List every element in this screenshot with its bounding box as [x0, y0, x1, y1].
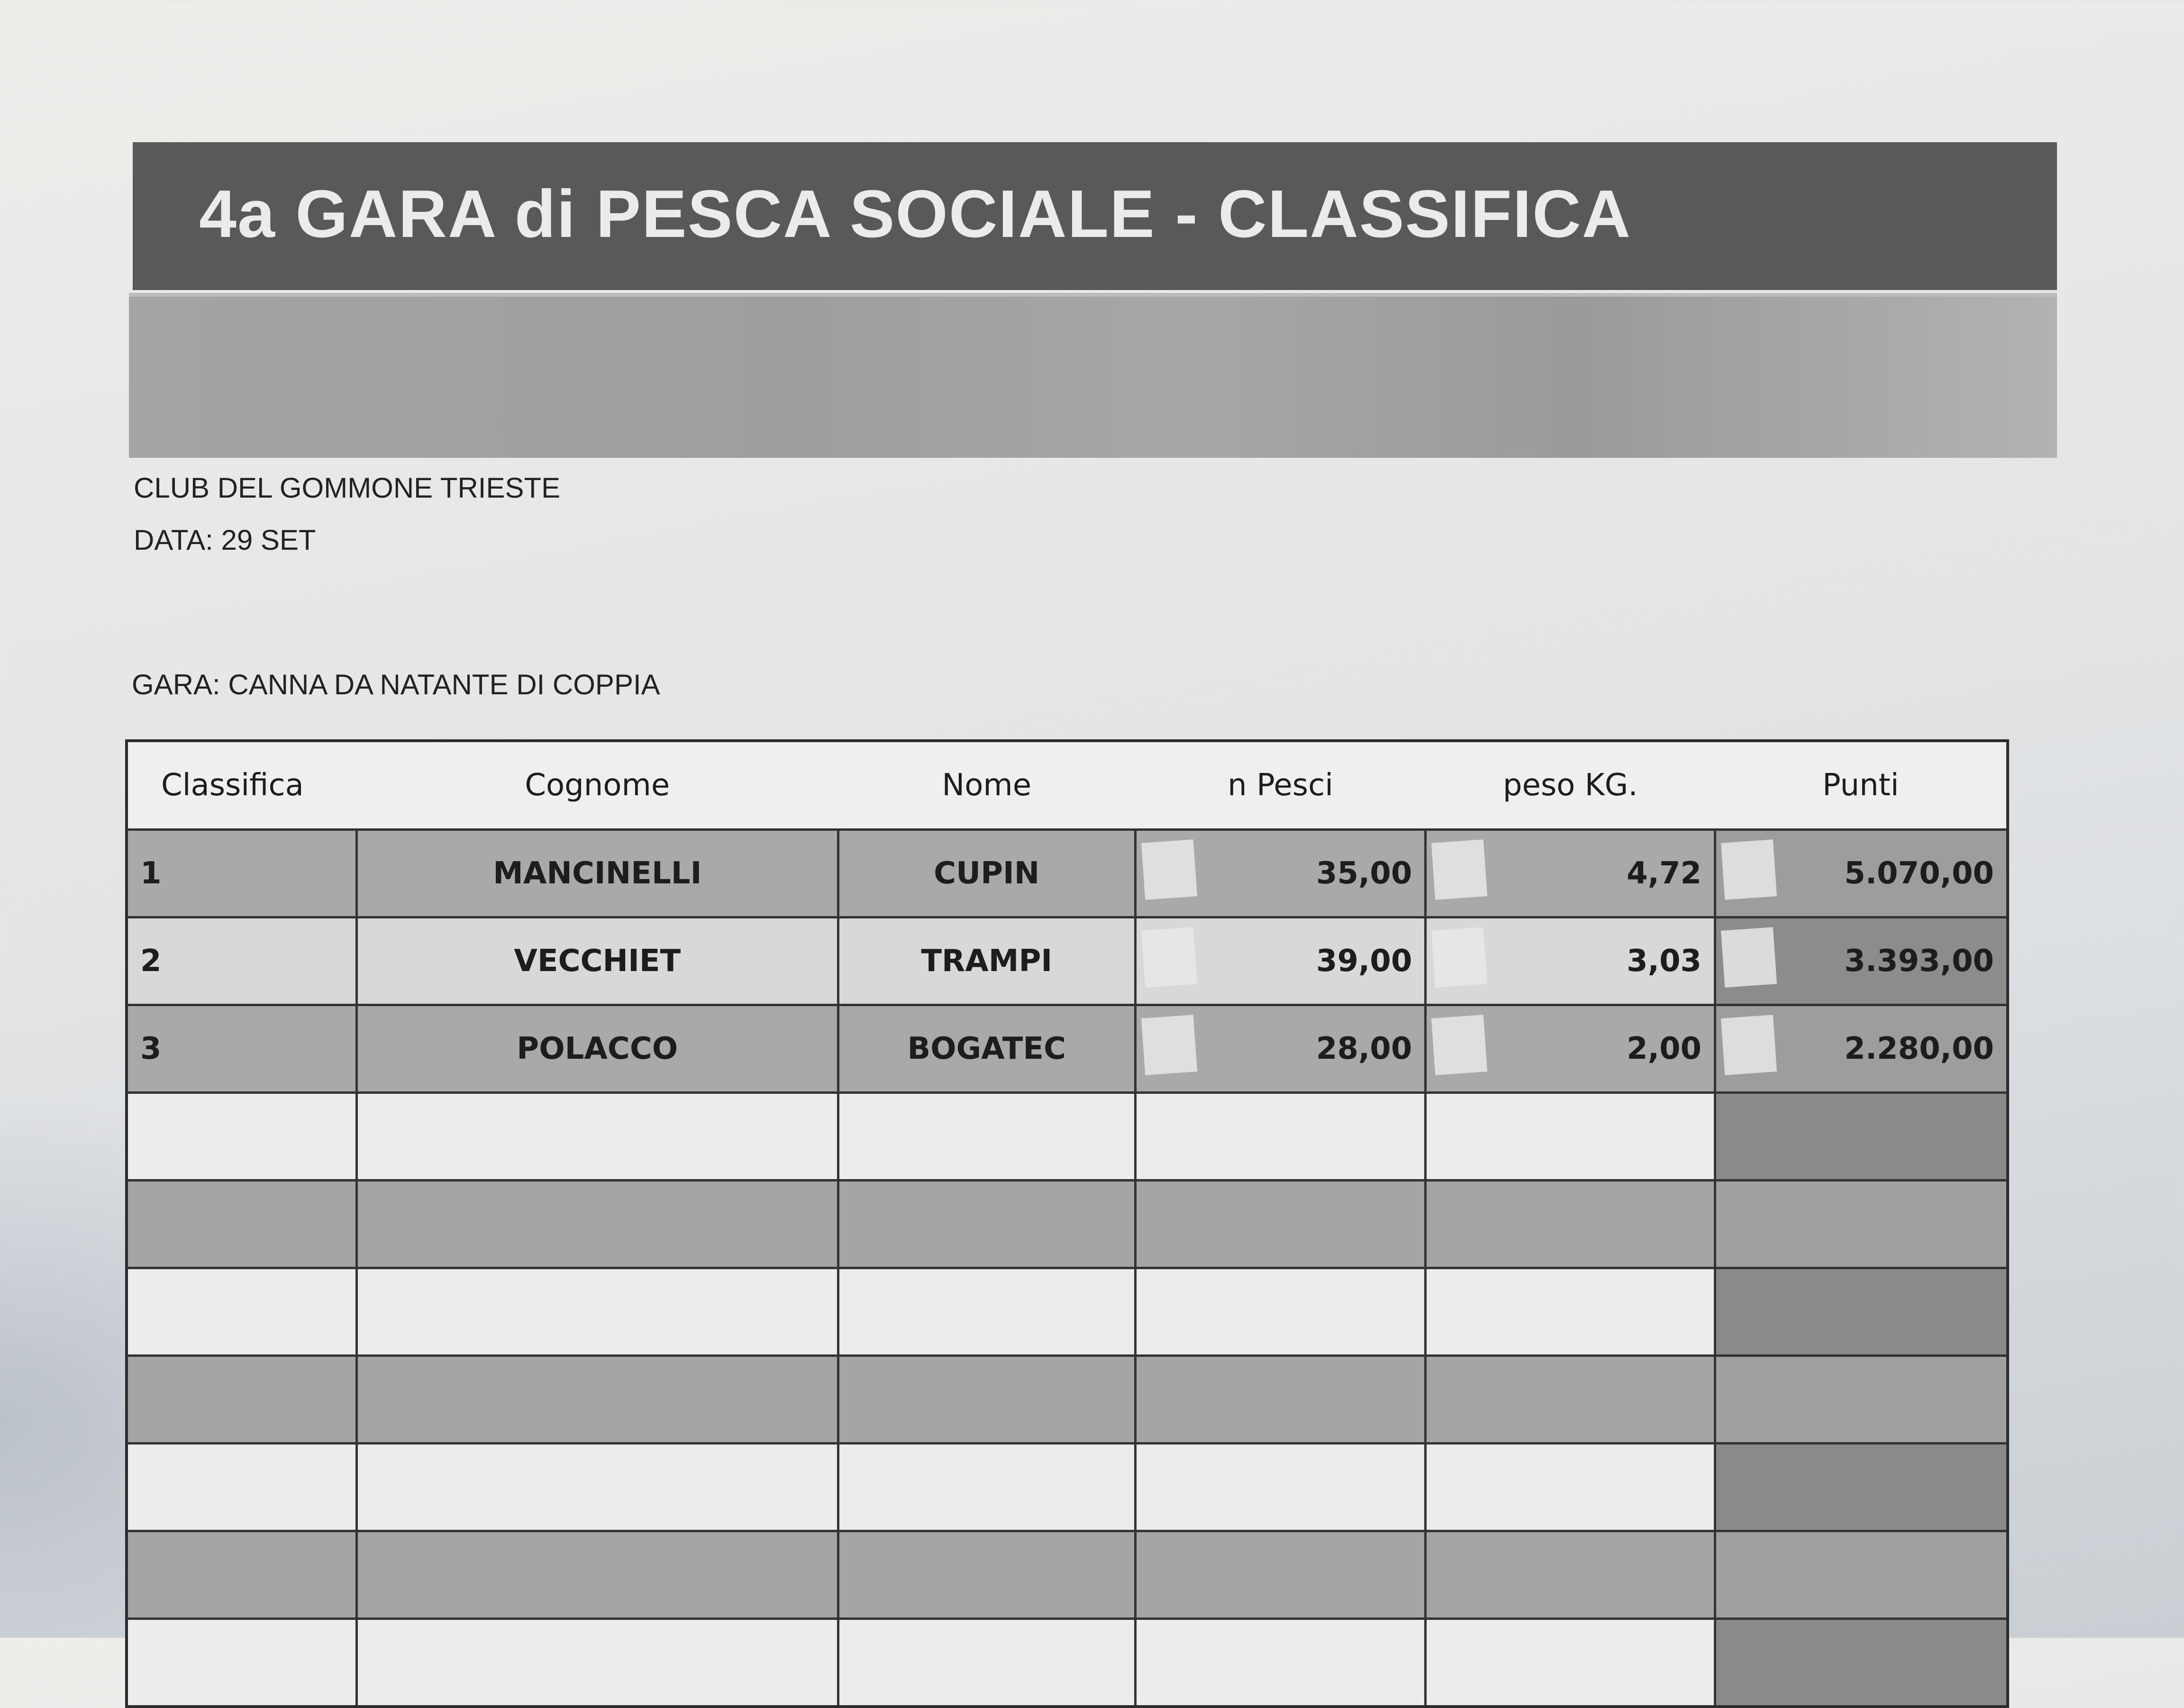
empty-cell — [1715, 1531, 2008, 1619]
points-cell — [1715, 1005, 2008, 1093]
empty-cell — [1426, 1356, 1715, 1444]
title-banner — [133, 142, 2057, 290]
surname-cell: POLACCO — [356, 1005, 838, 1093]
weight-value: 4,72 — [1627, 856, 1702, 891]
rank-cell: 3 — [127, 1005, 356, 1093]
points-cell — [1715, 918, 2008, 1005]
correction-patch — [1431, 927, 1487, 987]
empty-row — [127, 1356, 2008, 1444]
fish-count-cell — [1135, 918, 1425, 1005]
rank-cell: 1 — [127, 830, 356, 918]
name-cell: BOGATEC — [838, 1005, 1135, 1093]
empty-cell — [1135, 1356, 1425, 1444]
empty-cell — [127, 1444, 356, 1531]
points-value: 5.070,00 — [1844, 856, 1994, 891]
header-cognome: Cognome — [356, 741, 838, 830]
correction-patch — [1431, 839, 1487, 899]
name-cell: TRAMPI — [838, 918, 1135, 1005]
empty-cell — [356, 1356, 838, 1444]
header-classifica: Classifica — [127, 741, 356, 830]
empty-cell — [838, 1531, 1135, 1619]
empty-cell — [356, 1181, 838, 1268]
empty-cell — [838, 1181, 1135, 1268]
empty-cell — [356, 1093, 838, 1181]
empty-cell — [1426, 1531, 1715, 1619]
table-row — [127, 1005, 2008, 1093]
empty-cell — [838, 1619, 1135, 1707]
empty-row — [127, 1619, 2008, 1707]
empty-cell — [1135, 1268, 1425, 1356]
empty-cell — [1135, 1444, 1425, 1531]
fish-count-value: 39,00 — [1316, 944, 1412, 979]
empty-row — [127, 1181, 2008, 1268]
surname-cell: VECCHIET — [356, 918, 838, 1005]
empty-cell — [838, 1356, 1135, 1444]
empty-cell — [1715, 1356, 2008, 1444]
empty-cell — [127, 1619, 356, 1707]
weight-cell — [1426, 918, 1715, 1005]
empty-cell — [1426, 1181, 1715, 1268]
empty-cell — [356, 1268, 838, 1356]
empty-cell — [127, 1181, 356, 1268]
empty-row — [127, 1268, 2008, 1356]
name-cell: CUPIN — [838, 830, 1135, 918]
correction-patch — [1721, 927, 1777, 987]
empty-cell — [1426, 1619, 1715, 1707]
results-table — [125, 739, 2009, 1708]
empty-cell — [1135, 1531, 1425, 1619]
empty-cell — [127, 1093, 356, 1181]
correction-patch — [1141, 839, 1197, 899]
header-peso: peso KG. — [1426, 741, 1715, 830]
empty-cell — [1426, 1093, 1715, 1181]
empty-cell — [1715, 1444, 2008, 1531]
header-nome: Nome — [838, 741, 1135, 830]
club-name: CLUB DEL GOMMONE TRIESTE — [134, 472, 561, 504]
weight-value: 2,00 — [1627, 1031, 1702, 1066]
page-title: 4a GARA di PESCA SOCIALE - CLASSIFICA — [199, 176, 1632, 252]
empty-cell — [127, 1531, 356, 1619]
empty-cell — [838, 1444, 1135, 1531]
empty-cell — [356, 1619, 838, 1707]
empty-cell — [838, 1093, 1135, 1181]
fish-count-value: 28,00 — [1316, 1031, 1412, 1066]
empty-row — [127, 1531, 2008, 1619]
empty-cell — [1715, 1619, 2008, 1707]
correction-patch — [1141, 927, 1197, 987]
correction-patch — [1141, 1015, 1197, 1075]
empty-cell — [1135, 1181, 1425, 1268]
empty-cell — [1715, 1181, 2008, 1268]
fish-count-cell — [1135, 1005, 1425, 1093]
weight-cell — [1426, 830, 1715, 918]
empty-cell — [356, 1531, 838, 1619]
empty-row — [127, 1093, 2008, 1181]
header-n-pesci: n Pesci — [1135, 741, 1425, 830]
race-type: GARA: CANNA DA NATANTE DI COPPIA — [132, 669, 660, 700]
empty-cell — [356, 1444, 838, 1531]
empty-cell — [1715, 1268, 2008, 1356]
empty-cell — [127, 1356, 356, 1444]
correction-patch — [1721, 839, 1777, 899]
empty-row — [127, 1444, 2008, 1531]
points-value: 2.280,00 — [1844, 1031, 1994, 1066]
rank-cell: 2 — [127, 918, 356, 1005]
empty-cell — [1135, 1619, 1425, 1707]
empty-cell — [127, 1268, 356, 1356]
weight-cell — [1426, 1005, 1715, 1093]
correction-patch — [1431, 1015, 1487, 1075]
empty-cell — [1135, 1093, 1425, 1181]
surname-cell: MANCINELLI — [356, 830, 838, 918]
title-band — [129, 293, 2057, 458]
points-cell — [1715, 830, 2008, 918]
points-value: 3.393,00 — [1844, 944, 1994, 979]
empty-cell — [838, 1268, 1135, 1356]
empty-cell — [1426, 1444, 1715, 1531]
table-row — [127, 918, 2008, 1005]
empty-cell — [1715, 1093, 2008, 1181]
empty-cell — [1426, 1268, 1715, 1356]
race-date: DATA: 29 SET — [134, 524, 316, 556]
weight-value: 3,03 — [1627, 944, 1702, 979]
table-row — [127, 830, 2008, 918]
fish-count-value: 35,00 — [1316, 856, 1412, 891]
header-punti: Punti — [1715, 741, 2008, 830]
correction-patch — [1721, 1015, 1777, 1075]
table-header-row — [127, 741, 2008, 830]
fish-count-cell — [1135, 830, 1425, 918]
